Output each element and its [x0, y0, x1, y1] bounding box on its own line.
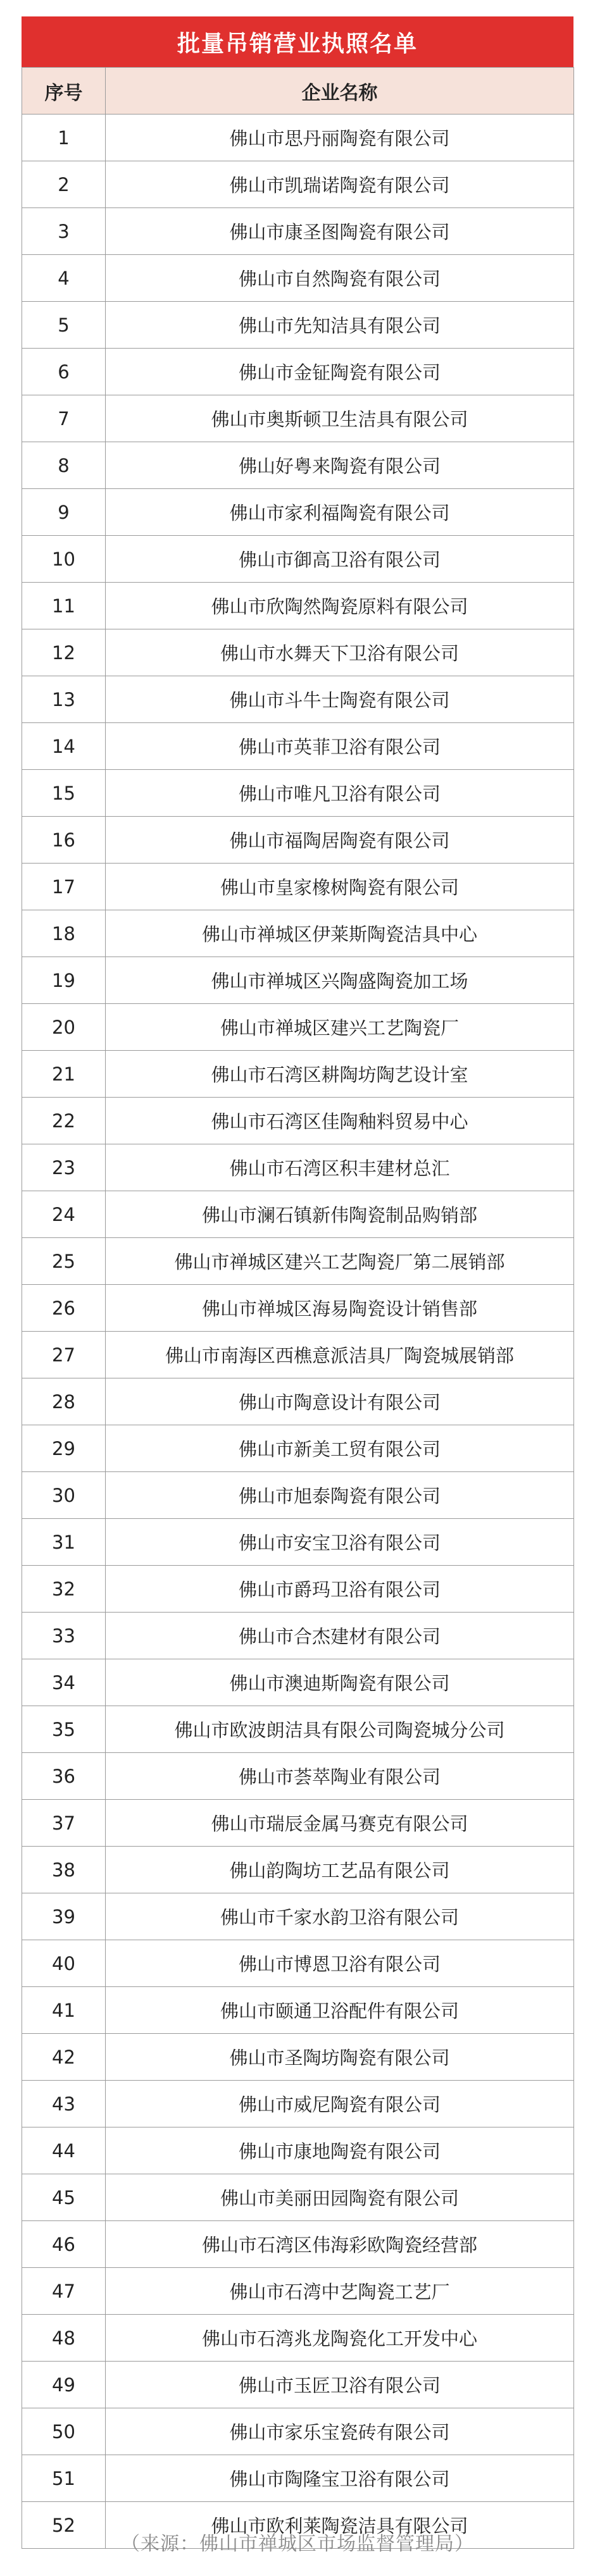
serial-number-cell: 30	[22, 1472, 106, 1519]
table-row	[22, 629, 574, 676]
company-name-cell: 佛山市自然陶瓷有限公司	[106, 255, 574, 302]
serial-number-cell: 8	[22, 442, 106, 489]
serial-number-cell: 11	[22, 583, 106, 629]
serial-number-cell: 33	[22, 1613, 106, 1659]
serial-number-cell: 22	[22, 1098, 106, 1144]
serial-number-cell: 34	[22, 1659, 106, 1706]
table-row	[22, 1987, 574, 2034]
company-name-cell: 佛山市思丹丽陶瓷有限公司	[106, 115, 574, 161]
serial-number-cell: 51	[22, 2455, 106, 2502]
company-name-cell: 佛山市澳迪斯陶瓷有限公司	[106, 1659, 574, 1706]
company-name-cell: 佛山市安宝卫浴有限公司	[106, 1519, 574, 1566]
serial-number-cell: 24	[22, 1191, 106, 1238]
company-name-cell: 佛山市家利福陶瓷有限公司	[106, 489, 574, 536]
serial-number-cell: 14	[22, 723, 106, 770]
table-row	[22, 1613, 574, 1659]
company-name-cell: 佛山市唯凡卫浴有限公司	[106, 770, 574, 817]
company-name-cell: 佛山市御高卫浴有限公司	[106, 536, 574, 583]
serial-number-cell: 5	[22, 302, 106, 349]
company-name-cell: 佛山市康圣图陶瓷有限公司	[106, 208, 574, 255]
table-row	[22, 1285, 574, 1332]
company-name-cell: 佛山市石湾区积丰建材总汇	[106, 1144, 574, 1191]
table-row	[22, 1753, 574, 1800]
company-name-cell: 佛山市斗牛士陶瓷有限公司	[106, 676, 574, 723]
table-row	[22, 2034, 574, 2081]
serial-number-cell: 45	[22, 2174, 106, 2221]
table-row	[22, 2174, 574, 2221]
table-row	[22, 957, 574, 1004]
serial-number-cell: 10	[22, 536, 106, 583]
company-name-cell: 佛山市禅城区海易陶瓷设计销售部	[106, 1285, 574, 1332]
serial-number-cell: 50	[22, 2408, 106, 2455]
table-row	[22, 161, 574, 208]
company-name-cell: 佛山市先知洁具有限公司	[106, 302, 574, 349]
company-name-cell: 佛山市欣陶然陶瓷原料有限公司	[106, 583, 574, 629]
table-row	[22, 723, 574, 770]
table-row	[22, 817, 574, 864]
company-name-cell: 佛山市瑞辰金属马赛克有限公司	[106, 1800, 574, 1847]
table-row	[22, 1425, 574, 1472]
company-name-cell: 佛山市澜石镇新伟陶瓷制品购销部	[106, 1191, 574, 1238]
company-name-cell: 佛山市荟萃陶业有限公司	[106, 1753, 574, 1800]
company-name-cell: 佛山韵陶坊工艺品有限公司	[106, 1847, 574, 1893]
company-name-cell: 佛山市石湾区佳陶釉料贸易中心	[106, 1098, 574, 1144]
serial-number-cell: 15	[22, 770, 106, 817]
serial-number-cell: 21	[22, 1051, 106, 1098]
table-row	[22, 676, 574, 723]
table-row	[22, 2127, 574, 2174]
table-row	[22, 1893, 574, 1940]
table-row	[22, 115, 574, 161]
table-row	[22, 1144, 574, 1191]
company-name-cell: 佛山市皇家橡树陶瓷有限公司	[106, 864, 574, 910]
table-row	[22, 489, 574, 536]
company-name-cell: 佛山市禅城区建兴工艺陶瓷厂第二展销部	[106, 1238, 574, 1285]
serial-number-cell: 4	[22, 255, 106, 302]
serial-number-cell: 43	[22, 2081, 106, 2127]
company-name-cell: 佛山市家乐宝瓷砖有限公司	[106, 2408, 574, 2455]
serial-number-cell: 6	[22, 349, 106, 395]
company-name-cell: 佛山市禅城区建兴工艺陶瓷厂	[106, 1004, 574, 1051]
table-row	[22, 1472, 574, 1519]
table-row	[22, 583, 574, 629]
serial-number-cell: 44	[22, 2127, 106, 2174]
serial-number-cell: 25	[22, 1238, 106, 1285]
company-name-cell: 佛山市欧利莱陶瓷洁具有限公司	[106, 2502, 574, 2549]
company-name-cell: 佛山市英菲卫浴有限公司	[106, 723, 574, 770]
company-name-cell: 佛山市禅城区兴陶盛陶瓷加工场	[106, 957, 574, 1004]
table-row	[22, 2221, 574, 2268]
company-name-cell: 佛山市石湾区耕陶坊陶艺设计室	[106, 1051, 574, 1098]
serial-number-cell: 20	[22, 1004, 106, 1051]
company-name-cell: 佛山市石湾区伟海彩欧陶瓷经营部	[106, 2221, 574, 2268]
serial-number-cell: 19	[22, 957, 106, 1004]
table-row	[22, 2455, 574, 2502]
header-company-name: 企业名称	[106, 68, 574, 115]
company-name-cell: 佛山市颐通卫浴配件有限公司	[106, 1987, 574, 2034]
table-row	[22, 442, 574, 489]
company-name-cell: 佛山市爵玛卫浴有限公司	[106, 1566, 574, 1613]
serial-number-cell: 52	[22, 2502, 106, 2549]
serial-number-cell: 16	[22, 817, 106, 864]
serial-number-cell: 3	[22, 208, 106, 255]
table-row	[22, 1706, 574, 1753]
table-row	[22, 910, 574, 957]
serial-number-cell: 1	[22, 115, 106, 161]
serial-number-cell: 9	[22, 489, 106, 536]
table-row	[22, 255, 574, 302]
serial-number-cell: 13	[22, 676, 106, 723]
table-row	[22, 1332, 574, 1378]
serial-number-cell: 49	[22, 2362, 106, 2408]
table-row	[22, 536, 574, 583]
serial-number-cell: 12	[22, 629, 106, 676]
revoked-license-table	[22, 67, 574, 2549]
table-row	[22, 208, 574, 255]
serial-number-cell: 23	[22, 1144, 106, 1191]
table-row	[22, 770, 574, 817]
company-name-cell: 佛山市欧波朗洁具有限公司陶瓷城分公司	[106, 1706, 574, 1753]
company-name-cell: 佛山市新美工贸有限公司	[106, 1425, 574, 1472]
company-name-cell: 佛山市圣陶坊陶瓷有限公司	[106, 2034, 574, 2081]
source-note: （来源：佛山市禅城区市场监督管理局）	[121, 2533, 474, 2555]
table-row	[22, 2315, 574, 2362]
serial-number-cell: 46	[22, 2221, 106, 2268]
company-name-cell: 佛山市福陶居陶瓷有限公司	[106, 817, 574, 864]
company-name-cell: 佛山市美丽田园陶瓷有限公司	[106, 2174, 574, 2221]
company-name-cell: 佛山市合杰建材有限公司	[106, 1613, 574, 1659]
serial-number-cell: 17	[22, 864, 106, 910]
company-name-cell: 佛山市水舞天下卫浴有限公司	[106, 629, 574, 676]
serial-number-cell: 27	[22, 1332, 106, 1378]
company-name-cell: 佛山市玉匠卫浴有限公司	[106, 2362, 574, 2408]
header-serial-number: 序号	[22, 68, 106, 115]
serial-number-cell: 32	[22, 1566, 106, 1613]
company-name-cell: 佛山市金钲陶瓷有限公司	[106, 349, 574, 395]
company-name-cell: 佛山市旭泰陶瓷有限公司	[106, 1472, 574, 1519]
table-row	[22, 2362, 574, 2408]
serial-number-cell: 36	[22, 1753, 106, 1800]
serial-number-cell: 40	[22, 1940, 106, 1987]
table-row	[22, 1847, 574, 1893]
table-header-row	[22, 68, 574, 115]
serial-number-cell: 39	[22, 1893, 106, 1940]
company-name-cell: 佛山市奥斯顿卫生洁具有限公司	[106, 395, 574, 442]
table-row	[22, 395, 574, 442]
serial-number-cell: 35	[22, 1706, 106, 1753]
company-name-cell: 佛山市禅城区伊莱斯陶瓷洁具中心	[106, 910, 574, 957]
company-name-cell: 佛山市石湾兆龙陶瓷化工开发中心	[106, 2315, 574, 2362]
company-name-cell: 佛山市陶隆宝卫浴有限公司	[106, 2455, 574, 2502]
table-row	[22, 1004, 574, 1051]
company-name-cell: 佛山市石湾中艺陶瓷工艺厂	[106, 2268, 574, 2315]
serial-number-cell: 37	[22, 1800, 106, 1847]
table-row	[22, 1238, 574, 1285]
table-row	[22, 2408, 574, 2455]
table-row	[22, 1051, 574, 1098]
serial-number-cell: 47	[22, 2268, 106, 2315]
company-name-cell: 佛山市凯瑞诺陶瓷有限公司	[106, 161, 574, 208]
serial-number-cell: 7	[22, 395, 106, 442]
table-row	[22, 1800, 574, 1847]
table-row	[22, 2081, 574, 2127]
table-row	[22, 349, 574, 395]
table-row	[22, 2268, 574, 2315]
table-row	[22, 302, 574, 349]
serial-number-cell: 29	[22, 1425, 106, 1472]
serial-number-cell: 2	[22, 161, 106, 208]
table-row	[22, 864, 574, 910]
table-body	[22, 115, 574, 2549]
company-name-cell: 佛山市南海区西樵意派洁具厂陶瓷城展销部	[106, 1332, 574, 1378]
table-row	[22, 1566, 574, 1613]
table-row	[22, 1659, 574, 1706]
company-name-cell: 佛山市威尼陶瓷有限公司	[106, 2081, 574, 2127]
serial-number-cell: 28	[22, 1378, 106, 1425]
serial-number-cell: 48	[22, 2315, 106, 2362]
company-name-cell: 佛山市博恩卫浴有限公司	[106, 1940, 574, 1987]
serial-number-cell: 18	[22, 910, 106, 957]
table-row	[22, 1940, 574, 1987]
table-row	[22, 1098, 574, 1144]
serial-number-cell: 38	[22, 1847, 106, 1893]
serial-number-cell: 41	[22, 1987, 106, 2034]
table-row	[22, 1378, 574, 1425]
company-name-cell: 佛山市陶意设计有限公司	[106, 1378, 574, 1425]
table-row	[22, 1191, 574, 1238]
company-name-cell: 佛山市康地陶瓷有限公司	[106, 2127, 574, 2174]
serial-number-cell: 26	[22, 1285, 106, 1332]
table-row	[22, 1519, 574, 1566]
serial-number-cell: 42	[22, 2034, 106, 2081]
serial-number-cell: 31	[22, 1519, 106, 1566]
page-title: 批量吊销营业执照名单	[22, 16, 573, 67]
company-name-cell: 佛山好粤来陶瓷有限公司	[106, 442, 574, 489]
company-name-cell: 佛山市千家水韵卫浴有限公司	[106, 1893, 574, 1940]
